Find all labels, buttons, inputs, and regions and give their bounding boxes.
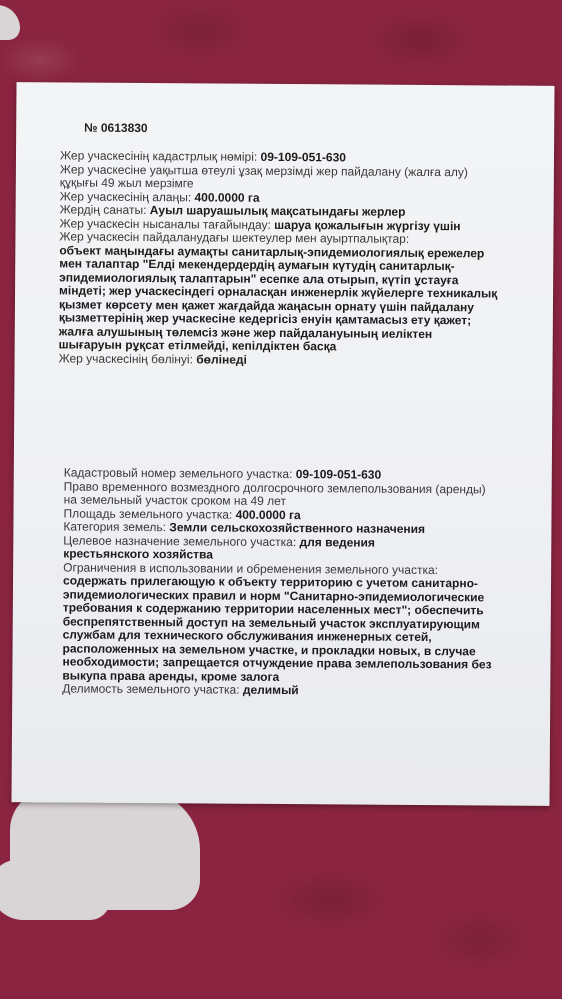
kz-restrictions-line: қызмет көрсету мен қажет жағдайда жаңасын орнату үшін пайдалану [58, 296, 475, 314]
ru-area-label: Площадь земельного участка: [63, 505, 236, 522]
kazakh-section [59, 149, 530, 368]
kz-restrictions-line: міндеті; жер учаскесіндегі орналасқан инженерлік жүйелерге техникалық [59, 283, 498, 301]
ru-restrictions-line: эпидемиологических правил и норм "Санитарно-эпидемиологические [62, 586, 485, 604]
ru-category-label: Категория земель: [63, 519, 170, 535]
ru-restrictions-line: службам для технического обслуживания инженерных сетей, [62, 627, 432, 645]
document-number: № 0613830 [84, 120, 148, 136]
ru-category-value: Земли сельскохозяйственного назначения [169, 520, 426, 536]
kz-category-value: Ауыл шаруашылық мақсатындағы жерлер [149, 203, 406, 219]
kz-purpose-value: шаруа қожалығын жүргізу үшін [274, 217, 461, 233]
kz-divisibility-value: бөлінеді [196, 351, 247, 367]
fabric-pattern [0, 5, 20, 40]
kz-restrictions-line: шығаруын рұқсат етілмейді, кепілдіктен басқа [58, 337, 337, 354]
document-sheet [11, 82, 554, 806]
kz-divisibility-label: Жер учаскесінің бөлінуі: [58, 350, 197, 366]
ru-right-line-2: на земельный участок сроком на 49 лет [63, 492, 287, 509]
kz-restrictions-line: объект маңындағы аумақты санитарлық-эпидемиологиялық ережелер [59, 242, 485, 260]
kz-restrictions-line: эпидемиологиялық талаптарын" есепке ала отырып, күтіп ұстауға [59, 269, 459, 287]
russian-section [62, 466, 528, 699]
kz-right-line-2: құқығы 49 жыл мерзімге [59, 175, 194, 191]
kz-divisibility-row [59, 352, 529, 369]
ru-cadastral-value: 09-109-051-630 [295, 467, 382, 482]
ru-restrictions-line: выкупа права аренды, кроме залога [62, 667, 280, 684]
ru-right-line-1: Право временного возмездного долгосрочного землепользования (аренды) [63, 478, 486, 496]
kz-right-line-1: Жер учаскесіне уақытша өтеулі ұзақ мерзімді жер пайдалану (жалға алу) [59, 161, 469, 179]
kz-restrictions-label: Жер учаскесін пайдаланудағы шектеулер мен ауыртпалықтар: [59, 229, 410, 246]
ru-restrictions-line: расположенных на земельном участке, и прокладки новых, в случае [62, 640, 476, 658]
kz-cadastral-value: 09-109-051-630 [260, 149, 347, 165]
ru-purpose-value: для ведения [299, 534, 376, 550]
ru-restrictions-line: содержать прилегающую к объекту территорию с учетом санитарно- [62, 573, 479, 591]
ru-divisibility-label: Делимость земельного участка: [62, 681, 243, 697]
kz-cadastral-label: Жер учаскесінің кадастрлық нөмірі: [59, 148, 261, 164]
ru-purpose-label: Целевое назначение земельного участка: [63, 532, 300, 549]
fabric-pattern [0, 860, 110, 920]
kz-restrictions-line: қызметтерінің жер учаскесіне кедергісіз енуін қамтамасыз ету қажет; [58, 310, 472, 328]
kz-purpose-label: Жер учаскесін нысаналы тағайындау: [59, 215, 275, 232]
kz-area-value: 400.0000 га [194, 189, 260, 205]
ru-purpose-value-continued: крестьянского хозяйства [63, 546, 213, 562]
kz-restrictions-line: жалға алушының төлемсіз және жер пайдалануының иеліктен [58, 323, 433, 341]
kz-category-label: Жердің санаты: [59, 202, 150, 218]
kz-area-label: Жер учаскесінің алаңы: [59, 188, 195, 204]
ru-restrictions-label: Ограничения в использовании и обременения земельного участка: [63, 559, 439, 577]
ru-divisibility-row [62, 682, 526, 699]
ru-restrictions-line: необходимости; запрещается отчуждение права землепользования без [62, 654, 492, 672]
ru-cadastral-label: Кадастровый номер земельного участка: [63, 465, 296, 482]
ru-restrictions-line: беспрепятственный доступ на земельный участок эксплуатирующим [62, 613, 480, 631]
ru-divisibility-value: делимый [242, 682, 299, 698]
kz-restrictions-line: мен талаптар "Елді мекендердердің аумағын күтудің санитарлық- [59, 256, 455, 274]
ru-area-value: 400.0000 га [235, 507, 301, 522]
ru-restrictions-line: требования к содержанию территории населенных мест"; обеспечить [62, 600, 484, 618]
